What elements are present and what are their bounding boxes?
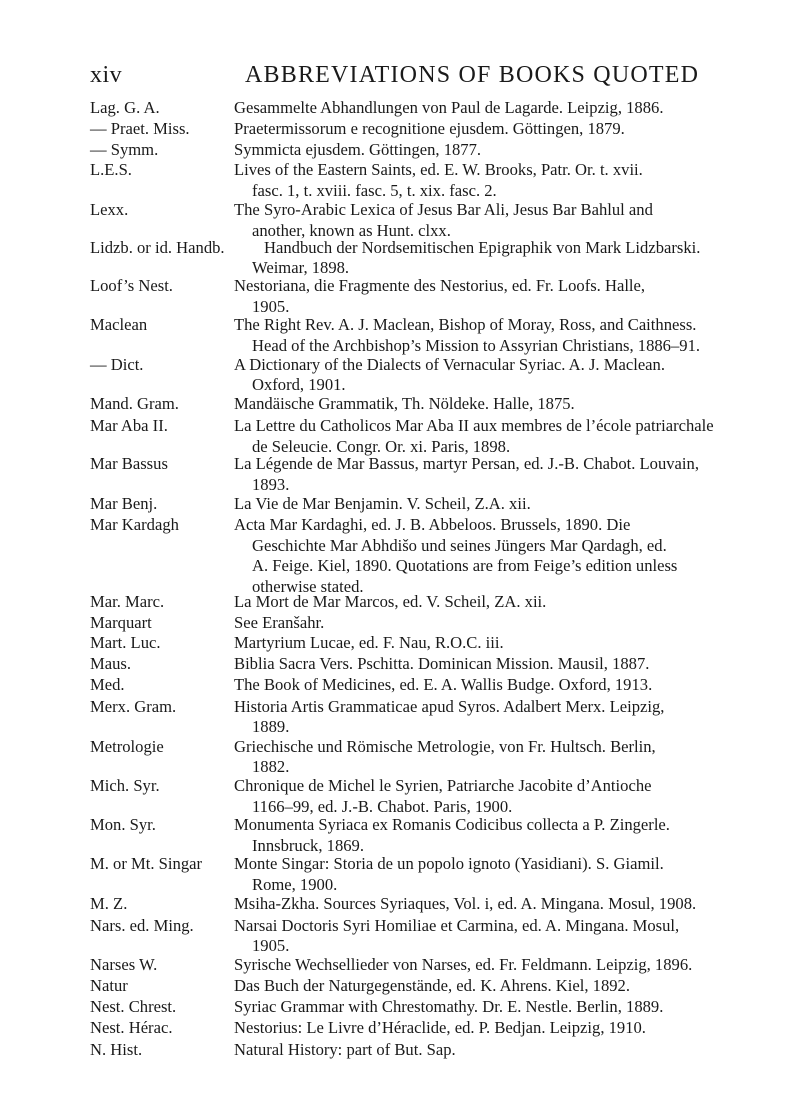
entry-abbreviation: N. Hist.	[90, 1039, 143, 1059]
page-header	[90, 62, 720, 92]
entry-description-line: 1893.	[252, 474, 290, 494]
entry-description-line: Symmicta ejusdem. Göttingen, 1877.	[234, 139, 482, 159]
entry-abbreviation: Merx. Gram.	[90, 696, 177, 716]
entry-description-line: Geschichte Mar Abhdišo und seines Jüngers Mar Qardagh, ed.	[252, 535, 667, 555]
entry-description-line: fasc. 1, t. xviii. fasc. 5, t. xix. fasc. 2.	[252, 180, 497, 200]
entry-description-line: Msiha-Zkha. Sources Syriaques, Vol. i, ed. A. Mingana. Mosul, 1908.	[234, 893, 697, 913]
entry-description-line: La Légende de Mar Bassus, martyr Persan, ed. J.-B. Chabot. Louvain,	[234, 454, 699, 474]
entry-description-line: Gesammelte Abhandlungen von Paul de Lagarde. Leipzig, 1886.	[234, 98, 664, 117]
entry-description-line: 1166–99, ed. J.-B. Chabot. Paris, 1900.	[252, 796, 513, 816]
entry-description-line: Praetermissorum e recognitione ejusdem. Göttingen, 1879.	[234, 119, 625, 139]
entry-description-line: Historia Artis Grammaticae apud Syros. Adalbert Merx. Leipzig,	[234, 696, 665, 716]
entry-description-line: Head of the Archbishop’s Mission to Assyrian Christians, 1886–91.	[252, 335, 701, 355]
entry-abbreviation: — Praet. Miss.	[90, 119, 190, 139]
entry-abbreviation: Metrologie	[90, 736, 164, 756]
entry-description-line: 1905.	[252, 936, 290, 956]
entry-abbreviation: Narses W.	[90, 955, 158, 975]
entry-description-line: La Vie de Mar Benjamin. V. Scheil, Z.A. xii.	[234, 493, 531, 513]
entry-abbreviation: Mar. Marc.	[90, 591, 165, 611]
entry-description-line: Das Buch der Naturgegenstände, ed. K. Ahrens. Kiel, 1892.	[234, 976, 631, 996]
entry-abbreviation: Nars. ed. Ming.	[90, 915, 194, 935]
entry-description-line: Chronique de Michel le Syrien, Patriarche Jacobite d’Antioche	[234, 775, 652, 795]
entry-description-line: Mandäische Grammatik, Th. Nöldeke. Halle, 1875.	[234, 393, 575, 413]
entry-description-line: Innsbruck, 1869.	[252, 835, 364, 855]
entry-abbreviation: Mart. Luc.	[90, 633, 161, 653]
entry-description-line: Syriac Grammar with Chrestomathy. Dr. E. Nestle. Berlin, 1889.	[234, 996, 664, 1016]
entry-abbreviation: Maus.	[90, 653, 132, 673]
entry-abbreviation: Mar Bassus	[90, 454, 168, 474]
entry-abbreviation: Lag. G. A.	[90, 98, 160, 117]
entry-description-line: The Syro-Arabic Lexica of Jesus Bar Ali, Jesus Bar Bahlul and	[234, 200, 653, 220]
entry-abbreviation: Mar Aba II.	[90, 416, 168, 436]
entry-description-line: Acta Mar Kardaghi, ed. J. B. Abbeloos. Brussels, 1890. Die	[234, 514, 631, 534]
entry-abbreviation: Mar Benj.	[90, 493, 158, 513]
entry-abbreviation: Marquart	[90, 612, 152, 632]
entry-description-line: Natural History: part of But. Sap.	[234, 1039, 456, 1059]
entry-abbreviation: Mich. Syr.	[90, 775, 160, 795]
entry-abbreviation: Mon. Syr.	[90, 815, 156, 835]
entry-abbreviation: Lexx.	[90, 200, 129, 220]
entry-abbreviation: Maclean	[90, 315, 148, 335]
entry-abbreviation: Nest. Hérac.	[90, 1018, 173, 1038]
entry-description-line: Nestorius: Le Livre d’Héraclide, ed. P. Bedjan. Leipzig, 1910.	[234, 1018, 646, 1038]
entry-description-line: Lives of the Eastern Saints, ed. E. W. Brooks, Patr. Or. t. xvii.	[234, 160, 643, 180]
entry-abbreviation: Natur	[90, 976, 128, 996]
entry-abbreviation: M. Z.	[90, 893, 128, 913]
entry-abbreviation: L.E.S.	[90, 160, 132, 180]
entry-description-line: See Eranšahr.	[234, 612, 325, 632]
entry-description-line: Weimar, 1898.	[252, 258, 350, 278]
entry-description-line: Nestoriana, die Fragmente des Nestorius, ed. Fr. Loofs. Halle,	[234, 276, 646, 296]
entry-abbreviation: Lidzb. or id. Handb.	[90, 237, 225, 257]
entry-abbreviation: Nest. Chrest.	[90, 996, 177, 1016]
entry-description-line: Monte Singar: Storia de un popolo ignoto (Yasidiani). S. Giamil.	[234, 854, 664, 874]
entry-description-line: Narsai Doctoris Syri Homiliae et Carmina, ed. A. Mingana. Mosul,	[234, 915, 680, 935]
entry-description-line: The Book of Medicines, ed. E. A. Wallis Budge. Oxford, 1913.	[234, 675, 653, 695]
entry-description-line: 1905.	[252, 296, 290, 316]
entry-abbreviation: M. or Mt. Singar	[90, 854, 203, 874]
entry-description-line: otherwise stated.	[252, 576, 364, 596]
entry-abbreviation: Med.	[90, 675, 125, 695]
entry-description-line: La Mort de Mar Marcos, ed. V. Scheil, ZA. xii.	[234, 591, 547, 611]
page-number: xiv	[90, 62, 123, 88]
entry-description-line: Handbuch der Nordsemitischen Epigraphik von Mark Lidzbarski.	[264, 237, 701, 257]
entry-description-line: Biblia Sacra Vers. Pschitta. Dominican Mission. Mausil, 1887.	[234, 653, 650, 673]
entry-description-line: another, known as Hunt. clxx.	[252, 221, 451, 241]
entry-description-line: Oxford, 1901.	[252, 375, 346, 395]
entry-abbreviation: — Dict.	[90, 354, 144, 374]
entry-abbreviation: Mand. Gram.	[90, 393, 179, 413]
entry-description-line: de Seleucie. Congr. Or. xi. Paris, 1898.	[252, 436, 511, 456]
entry-description-line: Martyrium Lucae, ed. F. Nau, R.O.C. iii.	[234, 633, 504, 653]
entry-description-line: Griechische und Römische Metrologie, von Fr. Hultsch. Berlin,	[234, 736, 656, 756]
entry-abbreviation: Mar Kardagh	[90, 514, 179, 534]
entry-description-line: Rome, 1900.	[252, 874, 338, 894]
entry-abbreviation: Loof’s Nest.	[90, 276, 173, 296]
entry-description-line: The Right Rev. A. J. Maclean, Bishop of Moray, Ross, and Caithness.	[234, 315, 697, 335]
entry-description-line: La Lettre du Catholicos Mar Aba II aux membres de l’école patriarchale	[234, 416, 714, 436]
entry-description-line: 1882.	[252, 757, 290, 777]
entry-description-line: Monumenta Syriaca ex Romanis Codicibus collecta a P. Zingerle.	[234, 815, 670, 835]
entry-abbreviation: — Symm.	[90, 139, 159, 159]
entry-description-line: 1889.	[252, 717, 290, 737]
running-head: ABBREVIATIONS OF BOOKS QUOTED	[245, 62, 700, 88]
entry-description-line: A Dictionary of the Dialects of Vernacular Syriac. A. J. Maclean.	[234, 354, 665, 374]
entry-description-line: A. Feige. Kiel, 1890. Quotations are from Feige’s edition unless	[252, 556, 678, 576]
entry-description-line: Syrische Wechsellieder von Narses, ed. Fr. Feldmann. Leipzig, 1896.	[234, 955, 693, 975]
